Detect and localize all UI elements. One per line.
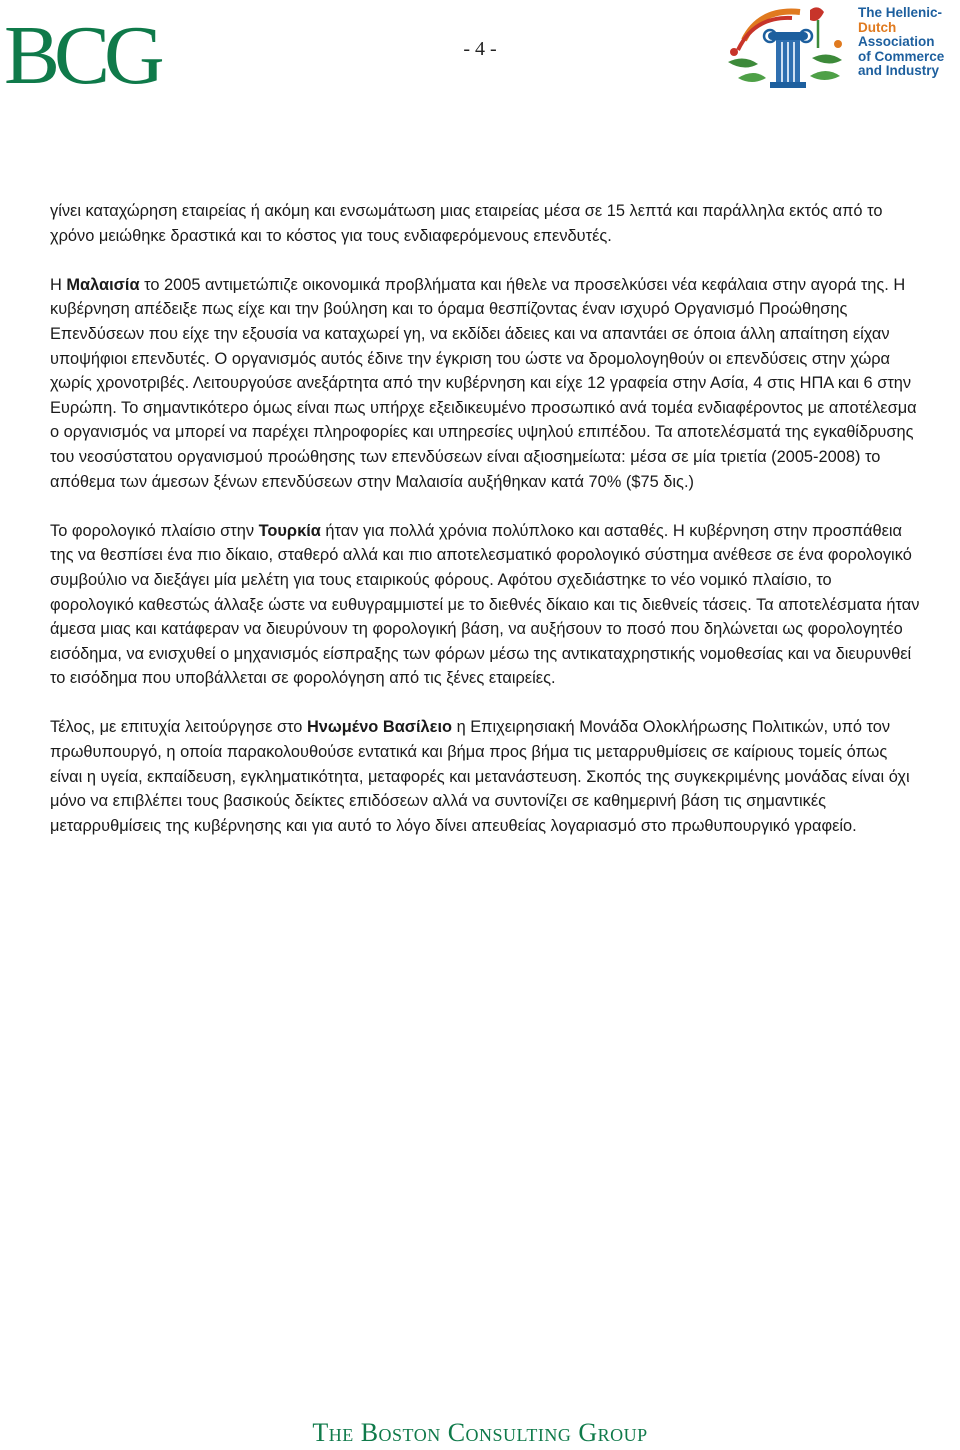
chamber-line-1: The Hellenic- <box>858 5 943 20</box>
bcg-logo: BCG <box>4 9 159 102</box>
malaysia-bold: Μαλαισία <box>66 275 140 294</box>
chamber-line-2: Dutch <box>858 19 897 35</box>
paragraph-malaysia-text: το 2005 αντιμετώπιζε οικονομικά προβλήματα και ήθελε να προσελκύσει νέα κεφάλαια στην αγορά της. Η κυβέρνηση απέδειξε πως είχε και την βούληση και το όραμα θεσπίζοντας έναν ισχυρό Οργανισμό Προώθησης Επενδύσεων που είχε την εξουσία να καταχωρεί γη, να εκδίδει άδειες και να απαντάει σε όποια άλλη απαίτηση είχαν υποψήφιοι επενδυτές. Ο οργανισμός αυτός έδινε την έγκριση του ώστε να δρομολογηθούν οι επενδύσεις στην χώρα χωρίς χρονοτριβές. Λειτουργούσε ανεξάρτητα από την κυβέρνηση και είχε 12 γραφεία στην Ασία, 4 στις ΗΠΑ και 6 στην Ευρώπη. Το σημαντικότερο όμως είναι πως υπήρχε εξειδικευμένο προσωπικό ανά τομέα ενδιαφέροντος με αποτέλεσμα ο οργανισμός να μπορεί να παρέχει πληροφορίες και υπηρεσίες υψηλού επιπέδου. Τα αποτελέσματά της εγκαθίδρυσης του νεοσύστατου οργανισμού προώθησης των επενδύσεων είναι αξιοσημείωτα: μέσα σε μία τριετία (2005-2008) το απόθεμα των άμεσων ξένων επενδύσεων στην Μαλαισία αυξήθηκαν κατά 70% ($75 δις.) <box>50 275 917 491</box>
uk-bold: Ηνωμένο Βασίλειο <box>306 718 453 737</box>
turkey-bold: Τουρκία <box>258 521 321 540</box>
document-body <box>50 199 920 863</box>
paragraph-malaysia <box>50 273 920 494</box>
chamber-emblem-icon <box>714 2 854 94</box>
paragraph-turkey-pre: Το φορολογικό πλαίσιο στην <box>50 521 259 540</box>
paragraph-uk <box>50 715 920 838</box>
chamber-line-4: of Commerce <box>858 48 945 64</box>
paragraph-1-text: γίνει καταχώρηση εταιρείας ή ακόμη και ενσωμάτωση μιας εταιρείας μέσα σε 15 λεπτά και παράλληλα εκτός από το χρόνο μειώθηκε δραστικά και το κόστος για τους ενδιαφερόμενους επενδυτές. <box>50 202 883 245</box>
paragraph-turkey-text: ήταν για πολλά χρόνια πολύπλοκο και ασταθές. Η κυβέρνηση στην προσπάθεια της να θεσπίσει ένα πιο δίκαιο, σταθερό αλλά και πιο αποτελεσματικό φορολογικό σύστημα ανέθεσε σε ένα φορολογικό συμβούλιο να διεξάγει μία μελέτη για τους εταιρικούς φόρους. Αφότου σχεδιάστηκε το νέο νομικό πλαίσιο, το φορολογικό καθεστώς άλλαξε ώστε να ευθυγραμμιστεί με το διεθνές δίκαιο και τις διεθνείς τάσεις. Τα αποτελέσματα ήταν άμεσα μιας και κατάφεραν να διευρύνουν τη φορολογική βάση, να αυξήσουν το ποσό που δηλώνεται ως φορολογητέο εισόδημα, να ενισχυθεί ο μηχανισμός είσπραξης των φόρων μέσω της αντικαταχρηστικής νομοθεσίας και να διευρυνθεί το εισόδημα που υποβάλλεται σε φορολόγηση από τις ξένες εταιρείες. <box>50 521 920 688</box>
paragraph-uk-text: η Επιχειρησιακή Μονάδα Ολοκλήρωσης Πολιτικών, υπό τον πρωθυπουργό, η οποία παρακολουθούσε εντατικά και βήμα προς βήμα τις μεταρρυθμίσεις σε καίριους τομείς όπως είναι η υγεία, εκπαίδευση, εγκληματικότητα, μεταφορές και μετανάστευση. Σκοπός της συγκεκριμένης μονάδας είναι όχι μόνο να επιβλέπει τους βασικούς δείκτες επιδόσεων αλλά να συντονίζει σε καθημερινή βάση τις σημαντικές μεταρρυθμίσεις της κυβέρνησης και για αυτό το λόγο δίνει απευθείας λογαριασμό στο πρωθυπουργικό γραφείο. <box>50 718 910 835</box>
paragraph-1 <box>50 199 920 248</box>
paragraph-malaysia-pre: Η <box>50 275 67 294</box>
chamber-line-3: Association <box>858 34 935 49</box>
paragraph-uk-pre: Τέλος, με επιτυχία λειτούργησε στο <box>50 718 307 737</box>
chamber-line-5: and Industry <box>858 63 940 78</box>
chamber-name <box>858 6 960 79</box>
footer-bcg-logo: The Boston Consulting Group <box>312 1418 648 1447</box>
page-number: - 4 - <box>463 38 497 60</box>
chamber-logo <box>714 2 960 94</box>
paragraph-turkey <box>50 519 920 691</box>
